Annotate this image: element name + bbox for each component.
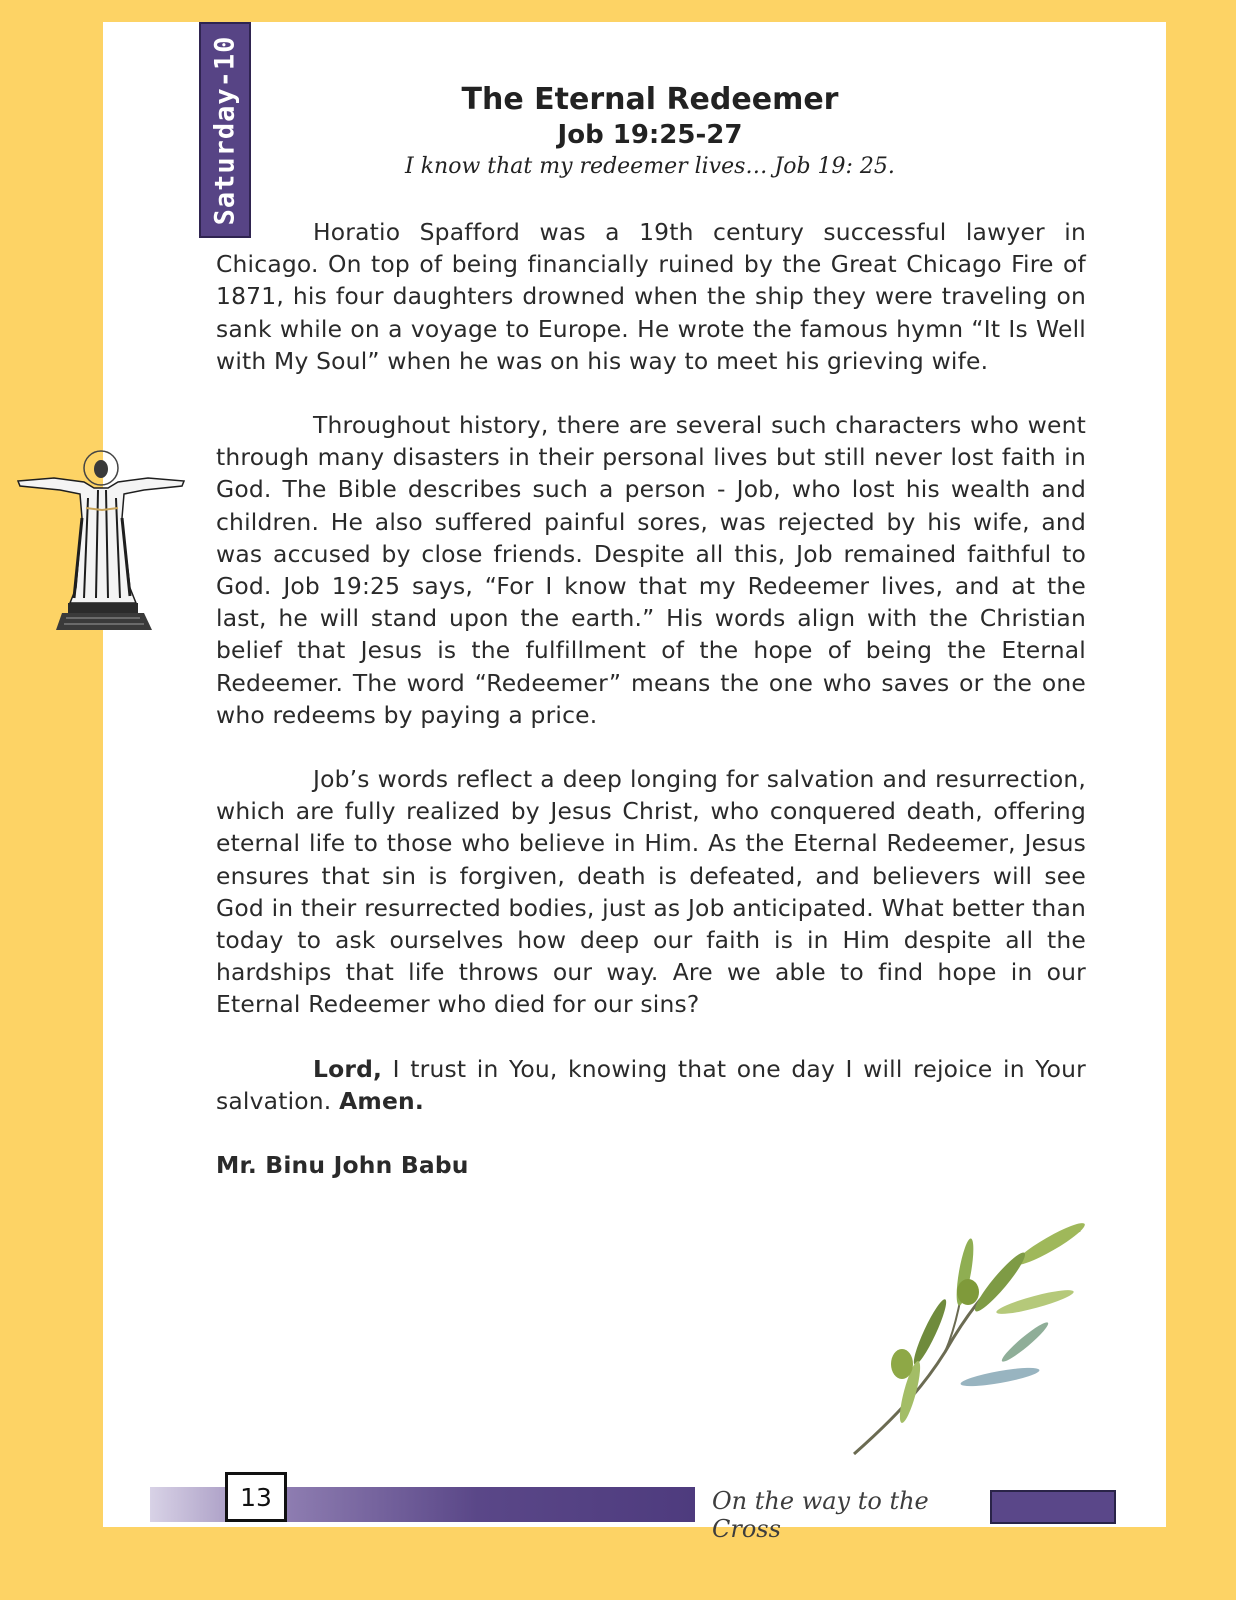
author-name: Mr. Binu John Babu (216, 1151, 469, 1180)
key-verse: I know that my redeemer lives… Job 19: 25. (405, 154, 895, 179)
prayer-text: I trust in You, knowing that one day I will rejoice in Your salvation. (216, 1054, 1086, 1115)
page-number: 13 (225, 1472, 287, 1522)
christ-the-redeemer-statue-icon (14, 448, 192, 634)
olive-branch-icon (850, 1222, 1100, 1458)
day-tab (199, 22, 251, 238)
footer-tagline: On the way to the Cross (712, 1487, 929, 1543)
prayer-lead: Lord, (313, 1054, 383, 1083)
footer-accent-box (990, 1490, 1116, 1524)
prayer-close: Amen. (339, 1086, 424, 1115)
devotional-body (216, 216, 1086, 1213)
paragraph-2: Throughout history, there are several such characters who went through many disasters in their personal lives but still never lost faith in God. The Bible describes such a person - Job, who lost his wealth and children. He also suffered painful sores, was rejected by his wife, and was accused by close friends. Despite all this, Job remained faithful to God. Job 19:25 says, “For I know that my Redeemer lives, and at the last, he will stand upon the earth.” His words align with the Christian belief that Jesus is the fulfillment of the hope of being the Eternal Redeemer. The word “Redeemer” means the one who saves or the one who redeems by paying a price. (216, 411, 1086, 729)
paragraph-1: Horatio Spafford was a 19th century successful lawyer in Chicago. On top of being financially ruined by the Great Chicago Fire of 1871, his four daughters drowned when the ship they were traveling on sank while on a voyage to Europe. He wrote the famous hymn “It Is Well with My Soul” when he was on his way to meet his grieving wife. (216, 218, 1086, 375)
prayer (216, 1053, 1086, 1117)
day-tab-label: Saturday-10 (209, 35, 241, 225)
page-title: The Eternal Redeemer (461, 82, 839, 117)
scripture-reference: Job 19:25-27 (557, 120, 743, 150)
paragraph-3: Job’s words reflect a deep longing for salvation and resurrection, which are fully realized by Jesus Christ, who conquered death, offering eternal life to those who believe in Him. As the Eternal Redeemer, Jesus ensures that sin is forgiven, death is defeated, and believers will see God in their resurrected bodies, just as Job anticipated. What better than today to ask ourselves how deep our faith is in Him despite all the hardships that life throws our way. Are we able to find hope in our Eternal Redeemer who died for our sins? (216, 765, 1086, 1019)
